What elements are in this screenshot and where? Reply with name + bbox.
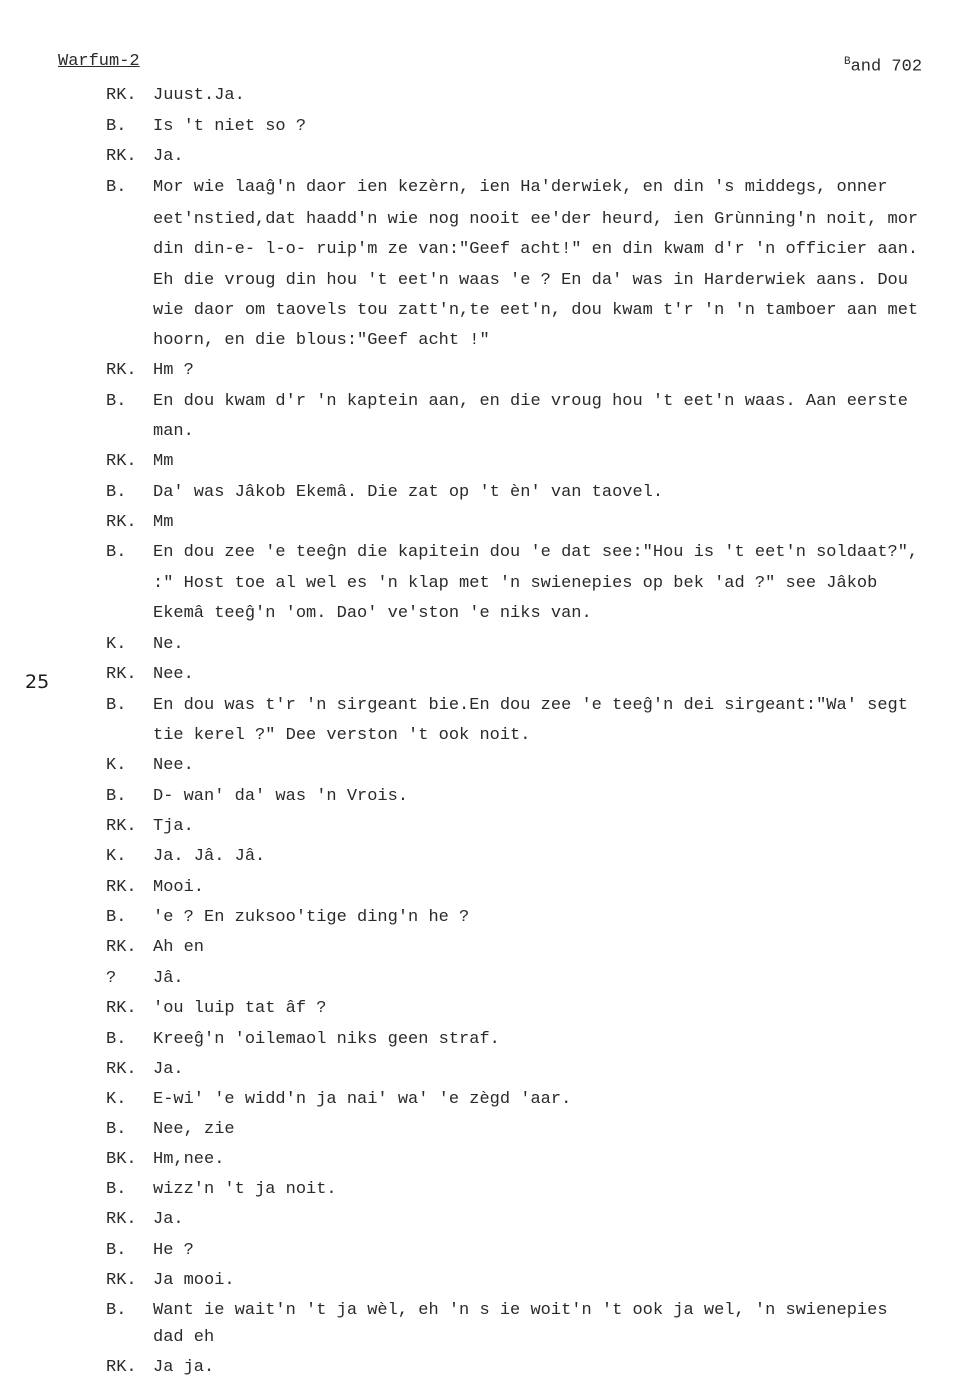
utterance-text: din din-e- l-o- ruip'm ze van:"Geef acht!" en din kwam d'r 'n officier aan. [153,240,919,259]
transcript-line [106,512,979,534]
speaker-label: B. [106,178,127,197]
transcript-line [106,937,979,959]
utterance-text: Nee, zie [153,1120,235,1139]
transcript-line [106,846,979,868]
transcript-line [153,725,979,747]
transcript-line [106,877,979,899]
speaker-label: RK. [106,452,137,471]
speaker-label: B. [106,1120,127,1139]
utterance-text: wie daor om taovels tou zatt'n,te eet'n, dou kwam t'r 'n 'n tamboer aan met [153,301,919,320]
speaker-label: K. [106,847,127,866]
utterance-text: 'e ? En zuksoo'tige ding'n he ? [153,908,470,927]
utterance-text: Eh die vroug din hou 't eet'n waas 'e ? En da' was in Harderwiek aans. Dou [153,271,908,290]
utterance-text: Ah en [153,938,205,957]
utterance-text: E-wi' 'e widd'n ja nai' wa' 'e zègd 'aar. [153,1090,572,1109]
transcript-line [153,270,979,292]
transcript-line [106,116,979,138]
utterance-text: D- wan' da' was 'n Vrois. [153,787,409,806]
utterance-text: Mm [153,452,174,471]
speaker-label: B. [106,1301,127,1320]
transcript-line [106,360,979,382]
speaker-label: K. [106,756,127,775]
speaker-label: K. [106,1090,127,1109]
transcript-line [106,1029,979,1051]
transcript-line [153,330,979,352]
header-band-number: and 702 [850,57,923,77]
utterance-text: Ja. [153,1210,184,1229]
speaker-label: RK. [106,1271,137,1290]
transcript-line [106,391,979,413]
transcript-line [106,85,979,107]
speaker-label: RK. [106,999,137,1018]
transcript-line [106,695,979,717]
transcript-line [106,998,979,1020]
speaker-label: B. [106,787,127,806]
utterance-text: tie kerel ?" Dee verston 't ook noit. [153,726,531,745]
utterance-text: Ne. [153,635,184,654]
speaker-label: B. [106,1180,127,1199]
utterance-text: Jâ. [153,969,184,988]
page-header-title: Warfum-2 [58,52,140,71]
utterance-text: Ja. [153,147,184,166]
utterance-text: Mor wie laaĝ'n daor ien kezèrn, ien Ha'derwiek, en din 's middegs, onner [153,178,888,197]
speaker-label: RK. [106,817,137,836]
transcript-line [153,300,979,322]
utterance-text: Ja. [153,1060,184,1079]
utterance-text: En dou kwam d'r 'n kaptein aan, en die vroug hou 't eet'n waas. Aan eerste [153,392,908,411]
speaker-label: B. [106,1241,127,1260]
utterance-text: Hm,nee. [153,1150,225,1169]
transcript-line [153,209,979,231]
utterance-text: Nee. [153,665,194,684]
transcript-line [153,421,979,443]
transcript-line [106,146,979,168]
speaker-label: RK. [106,1210,137,1229]
utterance-text: Tja. [153,817,194,836]
transcript-line [106,451,979,473]
header-band-prefix: B [844,56,851,68]
utterance-text: En dou was t'r 'n sirgeant bie.En dou zee 'e teeĝ'n dei sirgeant:"Wa' segt [153,696,908,715]
transcript-line [106,1089,979,1111]
transcript-line [153,1327,979,1349]
transcript-line [106,1240,979,1262]
transcript-line [106,1270,979,1292]
utterance-text: Want ie wait'n 't ja wèl, eh 'n s ie woit'n 't ook ja wel, 'n swienepies [153,1301,888,1320]
speaker-label: B. [106,392,127,411]
speaker-label: RK. [106,1060,137,1079]
transcript-line [106,177,979,199]
transcript-line [106,482,979,504]
utterance-text: :" Host toe al wel es 'n klap met 'n swienepies op bek 'ad ?" see Jâkob [153,574,878,593]
speaker-label: RK. [106,878,137,897]
utterance-text: Mm [153,513,174,532]
utterance-text: dad eh [153,1328,215,1347]
transcript-line [106,1357,979,1379]
transcript-line [106,816,979,838]
utterance-text: Mooi. [153,878,205,897]
speaker-label: RK. [106,361,137,380]
utterance-text: Hm ? [153,361,194,380]
transcript-line [106,907,979,929]
utterance-text: Kreeĝ'n 'oilemaol niks geen straf. [153,1030,500,1049]
speaker-label: BK. [106,1150,137,1169]
transcript-line [106,1209,979,1231]
utterance-text: Ja mooi. [153,1271,235,1290]
transcript-line [106,1119,979,1141]
utterance-text: He ? [153,1241,194,1260]
speaker-label: K. [106,635,127,654]
speaker-label: B. [106,483,127,502]
transcript-line [106,755,979,777]
speaker-label: B. [106,696,127,715]
utterance-text: man. [153,422,194,441]
utterance-text: Juust.Ja. [153,86,245,105]
transcript-line [106,968,979,990]
transcript-line [153,239,979,261]
utterance-text: eet'nstied,dat haadd'n wie nog nooit ee'der heurd, ien Grùnning'n noit, mor [153,210,919,229]
speaker-label: B. [106,543,127,562]
transcript-line [106,1059,979,1081]
utterance-text: 'ou luip tat âf ? [153,999,327,1018]
transcript-line [106,664,979,686]
utterance-text: Da' was Jâkob Ekemâ. Die zat op 't èn' van taovel. [153,483,664,502]
speaker-label: RK. [106,513,137,532]
transcript-line [106,1300,979,1322]
speaker-label: B. [106,117,127,136]
utterance-text: hoorn, en die blous:"Geef acht !" [153,331,490,350]
utterance-text: Ekemâ teeĝ'n 'om. Dao' ve'ston 'e niks van. [153,604,592,623]
utterance-text: Ja ja. [153,1358,215,1377]
utterance-text: Ja. Jâ. Jâ. [153,847,266,866]
speaker-label: RK. [106,938,137,957]
speaker-label: RK. [106,1358,137,1377]
transcript-line [106,542,979,564]
utterance-text: En dou zee 'e teeĝn die kapitein dou 'e dat see:"Hou is 't eet'n soldaat?", [153,543,919,562]
page-header-band [844,56,922,77]
speaker-label: RK. [106,665,137,684]
utterance-text: wizz'n 't ja noit. [153,1180,337,1199]
transcript-line [153,603,979,625]
speaker-label: B. [106,908,127,927]
transcript-line [106,1179,979,1201]
speaker-label: RK. [106,147,137,166]
transcript-line [106,1149,979,1171]
speaker-label: ? [106,969,117,988]
speaker-label: RK. [106,86,137,105]
margin-number: 25 [25,671,50,693]
utterance-text: Nee. [153,756,194,775]
transcript-line [106,786,979,808]
transcript-line [153,573,979,595]
speaker-label: B. [106,1030,127,1049]
utterance-text: Is 't niet so ? [153,117,307,136]
transcript-line [106,634,979,656]
